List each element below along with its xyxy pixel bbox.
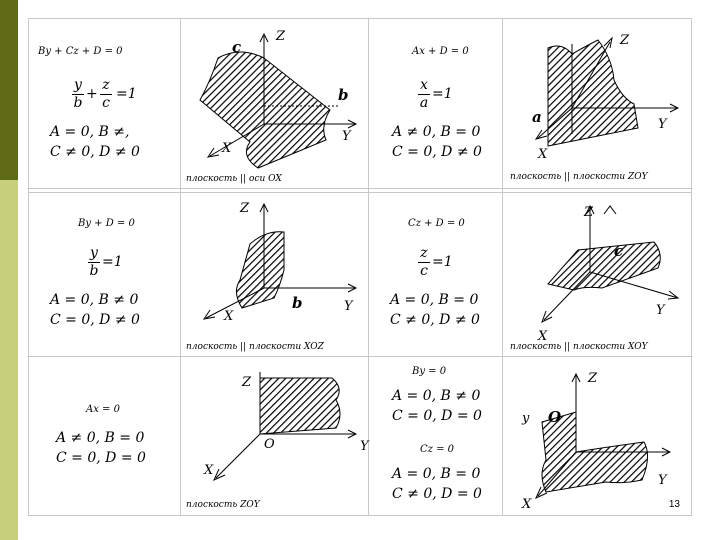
case-3-text [28,192,180,356]
case-6-cond2-a: C = 0, D = 0 [392,408,482,424]
case-4-caption: плоскость || плоскости XOY [510,342,648,352]
case-3-plane [236,232,284,308]
case-2-plane [548,40,638,146]
case-3-z-label: Z [240,201,250,216]
case-3-figure [180,192,368,356]
case-6-x-label: X [522,497,532,512]
case-5-text [28,356,180,515]
case-5-equation: Ax = 0 [86,404,120,415]
case-1-y-label: Y [342,129,351,144]
case-1-frac-den-c: c [102,95,110,111]
case-6-equation-a: By = 0 [412,366,447,377]
case-1-c-mark: c [232,38,242,56]
case-2-figure [502,18,691,188]
case-5-z-label: Z [242,375,252,390]
case-4-x-label: X [538,329,548,344]
case-5-plane [260,378,340,434]
case-6-y-label: Y [658,473,667,488]
case-5-x-axis [216,434,260,478]
case-6-cond2-b: C ≠ 0, D = 0 [392,486,482,502]
case-2-x-label: X [538,147,548,162]
case-1-equation: By + Cz + D = 0 [38,46,123,57]
sidebar-light-band [0,180,18,540]
case-1-text [28,18,180,188]
case-3-rhs: =1 [102,254,123,270]
case-6-figure [502,356,691,515]
case-4-rhs: =1 [432,254,453,270]
case-1-rhs: =1 [116,86,137,102]
case-4-c-mark: c [614,242,624,260]
case-3-x-label: X [224,309,234,324]
case-6-equation-b: Cz = 0 [420,444,455,455]
case-1-frac-den-b: b [73,95,83,111]
case-2-y-label: Y [658,117,667,132]
case-6-origin-label: O [548,408,562,426]
case-2-equation: Ax + D = 0 [412,46,469,57]
case-4-plane [548,242,660,290]
case-1-plus: + [86,86,98,102]
case-2-cond2: C = 0, D ≠ 0 [392,144,482,160]
slide-sidebar [0,0,18,540]
case-4-cond2: C ≠ 0, D ≠ 0 [390,312,480,328]
case-4-y-label: Y [656,303,665,318]
case-2-text [368,18,502,188]
case-2-frac-num: x [420,77,428,93]
case-5-cond2: C = 0, D = 0 [56,450,146,466]
case-6-y2-label: y [522,411,530,426]
case-3-y-label: Y [344,299,353,314]
case-4-text [368,192,502,356]
case-2-z-label: Z [620,33,630,48]
case-1-figure [180,18,368,188]
case-3-cond1: A = 0, B ≠ 0 [50,292,139,308]
case-2-a-mark: a [532,108,542,126]
case-6-z-label: Z [588,371,598,386]
case-4-figure [502,192,691,356]
case-5-figure [180,356,368,515]
sidebar-dark-band [0,0,18,180]
case-4-frac-num: z [420,245,428,261]
case-6-cond1-b: A = 0, B = 0 [392,466,481,482]
case-6-text [368,356,502,515]
case-2-frac-den: a [419,95,429,111]
case-1-cond2: C ≠ 0, D ≠ 0 [50,144,140,160]
slide-table [28,18,692,516]
case-2-cond1: A ≠ 0, B = 0 [392,124,481,140]
case-3-caption: плоскость || плоскости XOZ [186,342,324,352]
case-3-b-mark: b [292,294,303,312]
case-6-cond1-a: A = 0, B ≠ 0 [392,388,481,404]
case-2-rhs: =1 [432,86,453,102]
case-3-cond2: C = 0, D ≠ 0 [50,312,140,328]
case-1-caption: плоскость || оси OX [186,174,282,184]
case-1-frac-num-z: z [102,77,110,93]
case-5-cond1: A ≠ 0, B = 0 [56,430,145,446]
case-2-caption: плоскость || плоскости ZOY [510,172,648,182]
case-5-x-label: X [204,463,214,478]
page-number: 13 [668,499,680,510]
case-1-z-label: Z [276,29,286,44]
case-5-caption: плоскость ZOY [186,500,260,510]
case-3-frac-den: b [89,263,99,279]
case-1-cond1: A = 0, B ≠, [50,124,130,140]
case-4-frac-den: c [420,263,428,279]
case-1-b-mark: b [338,86,349,104]
case-1-x-label: X [222,141,232,156]
case-5-origin-label: O [264,437,275,452]
case-1-frac-num-y: y [74,77,82,93]
case-4-cond1: A = 0, B = 0 [390,292,479,308]
case-4-z-label: Z [584,205,594,220]
case-3-frac-num: y [90,245,98,261]
case-3-equation: By + D = 0 [78,218,135,229]
case-4-equation: Cz + D = 0 [408,218,465,229]
case-5-y-label: Y [360,439,369,454]
